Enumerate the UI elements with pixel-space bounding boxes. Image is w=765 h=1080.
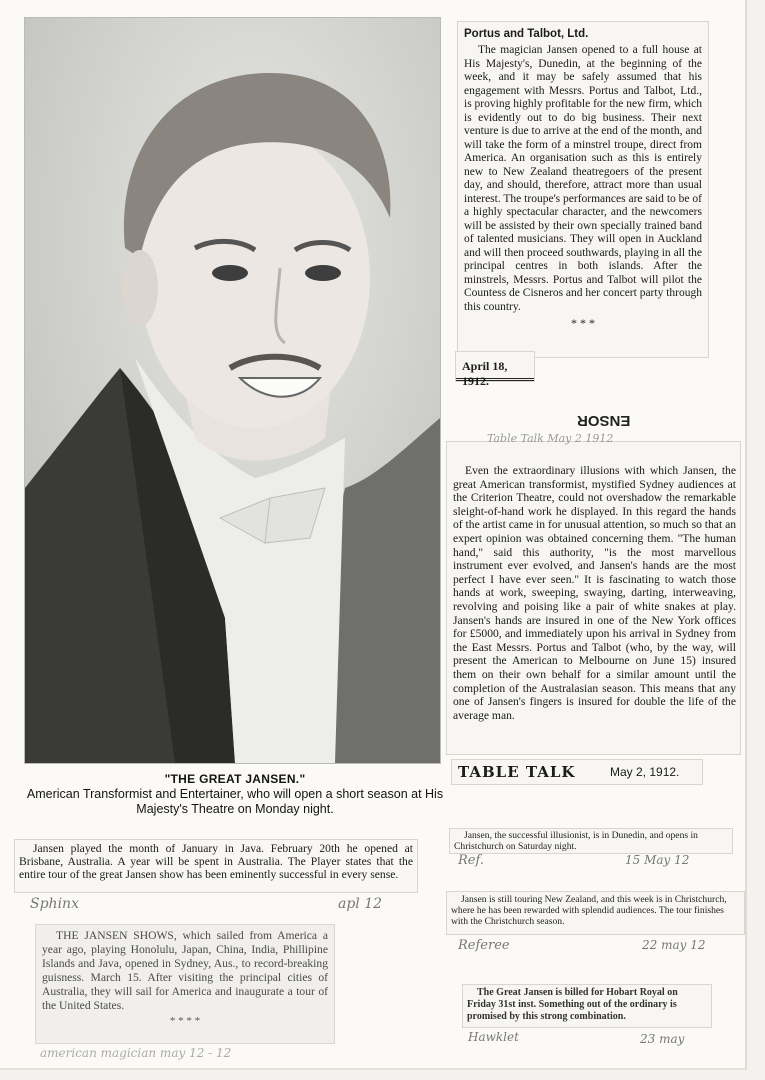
dunedin-handwriting-left: Ref. bbox=[458, 853, 484, 868]
dunedin-body: Jansen, the successful illusionist, is in Dunedin, and opens in Christchurch on Saturday night. bbox=[454, 830, 698, 853]
hobart-handwriting-right: 23 may bbox=[640, 1032, 685, 1046]
touring-handwriting-right: 22 may 12 bbox=[642, 938, 706, 952]
touring-body: Jansen is still touring New Zealand, and this week is in Christchurch, where he has been rewarded with splendid audiences. The tour finishes with the Christchurch season. bbox=[451, 894, 727, 928]
ensor-handwriting: Table Talk May 2 1912 bbox=[487, 432, 614, 445]
clipping-java bbox=[15, 840, 417, 892]
clipping-jansen-shows bbox=[36, 925, 334, 1043]
ensor-footer-slip bbox=[452, 760, 702, 784]
java-handwriting-left: Sphinx bbox=[30, 896, 79, 912]
caption-title: "THE GREAT JANSEN." bbox=[164, 772, 306, 786]
clipping-portus-talbot bbox=[458, 22, 708, 357]
hobart-body: The Great Jansen is billed for Hobart Royal on Friday 31st inst. Something out of the ordinary is promised by this strong combination. bbox=[467, 987, 678, 1022]
touring-handwriting-left: Referee bbox=[458, 938, 510, 953]
portrait-illustration bbox=[25, 18, 440, 763]
clipping-table-talk bbox=[447, 412, 740, 754]
portus-date: April 18, 1912. bbox=[462, 359, 508, 388]
ensor-masthead: ENSOR bbox=[577, 412, 631, 429]
portus-stars: * * * bbox=[571, 316, 595, 330]
shows-handwriting: american magician may 12 - 12 bbox=[40, 1046, 232, 1060]
ensor-date: May 2, 1912. bbox=[610, 765, 680, 779]
portrait-photo bbox=[25, 18, 440, 763]
clipping-dunedin bbox=[450, 829, 732, 853]
portus-heading: Portus and Talbot, Ltd. bbox=[464, 28, 589, 40]
shows-stars: * * * * bbox=[169, 1015, 201, 1027]
portus-body: The magician Jansen opened to a full house at His Majesty's, Dunedin, at the beginning of the week, and it may be safely assumed that his engagement with Messrs. Portus and Talbot, Ltd., is proving highly profitable for the new firm, which is evidently out to do big business. Their next venture is due to arrive at the end of the month, and will take the form of a minstrel troupe, direct from America. An organisation such as this is entirely new to New Zealand theatregoers of the present day, and should, therefore, attract more than usual interest. The troupe's performances are said to be of a highly spectacular character, and the newcomers will be assisted by their own specially trained band of talented musicians. They will open in Auckland and will then proceed southwards, playing in all the principal centres in both islands. After the minstrels, Messrs. Portus and Talbot will pilot the Countess de Cisneros and her concert party through this country. bbox=[464, 44, 702, 313]
portus-date-slip bbox=[456, 352, 534, 388]
dunedin-handwriting-right: 15 May 12 bbox=[625, 853, 690, 867]
java-handwriting-right: apl 12 bbox=[338, 896, 383, 912]
clipping-hobart bbox=[463, 985, 711, 1027]
clipping-touring bbox=[447, 892, 744, 934]
ensor-source: TABLE TALK bbox=[458, 763, 576, 781]
shows-body: THE JANSEN SHOWS, which sailed from America a year ago, playing Honolulu, Japan, China, India, Phillipine Islands and Java, opened in Sydney, Aus., to record-breaking guisness. March 15. After visiting the principal cities of Australia, they will sail for America and inaugurate a tour of the United States. bbox=[42, 929, 328, 1012]
caption-text: American Transformist and Entertainer, who will open a short season at His Majesty's Theatre on Monday night. bbox=[26, 787, 444, 816]
ensor-body: Even the extraordinary illusions with which Jansen, the great American transformist, mystified Sydney audiences at the Criterion Theatre, could not overshadow the remarkable sleight-of-hand work he displayed. In this regard the hands of the artist came in for unusual attention, so much so that an expert opinion was obtained concerning them. "The human hand," said this authority, "is the most marvellous instrument ever evolved, and Jansen's hands are the most perfect I have ever seen." It is fascinating to watch those hands at work, sweeping, swaying, darting, interweaving, revolving and poising like a pair of white snakes at play. Jansen's hands are insured in one of the New York offices for £5000, and immediately upon his arrival in Sydney from the East Messrs. Portus and Talbot (who, by the way, will present the American to Melbourne on June 15) insured them on their own behalf for a similar amount until the completion of the Australasian season. This means that any one of Jansen's fingers is insured for double the life of the average man. bbox=[453, 464, 737, 722]
photo-caption bbox=[0, 772, 470, 817]
java-body: Jansen played the month of January in Java. February 20th he opened at Brisbane, Australia. A year will be spent in Australia. The Player states that the entire tour of the great Jansen show has been eminently successful in every sense. bbox=[19, 842, 413, 882]
hobart-handwriting-left: Hawklet bbox=[468, 1030, 519, 1044]
